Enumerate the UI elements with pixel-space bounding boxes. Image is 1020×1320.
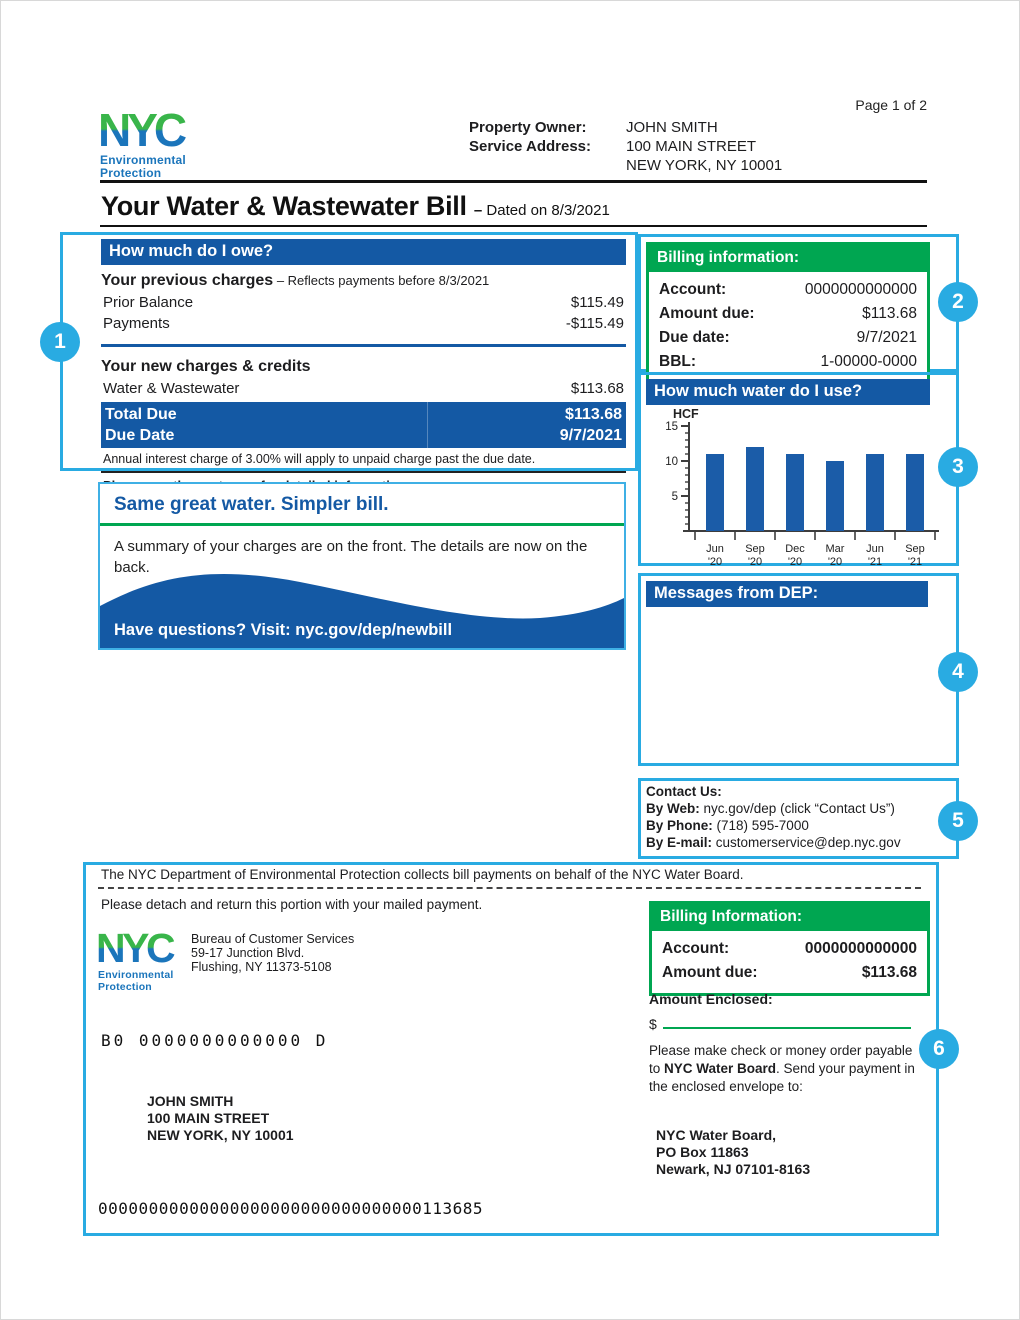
- owe-section: [101, 239, 626, 493]
- owe-header: How much do I owe?: [101, 239, 626, 265]
- mail-line1: JOHN SMITH: [147, 1093, 234, 1109]
- usage-header: How much water do I use?: [646, 379, 930, 405]
- bureau-address: [191, 932, 354, 974]
- owner-name: JOHN SMITH: [626, 119, 718, 136]
- svg-text:Sep: Sep: [745, 543, 765, 555]
- billing-label: Amount due:: [662, 964, 758, 981]
- billing-value: $113.68: [862, 305, 917, 322]
- contact-phone-line: [646, 817, 931, 834]
- billing-label: BBL:: [659, 353, 697, 370]
- promo-box: [98, 482, 626, 650]
- charge-amount: -$115.49: [565, 315, 624, 332]
- svg-text:10: 10: [665, 456, 678, 468]
- promo-questions-url: nyc.gov/dep/newbill: [295, 621, 453, 639]
- callout-1: 1: [40, 322, 80, 362]
- contact-web-value: nyc.gov/dep (click “Contact Us”): [699, 801, 895, 816]
- svg-text:15: 15: [665, 421, 678, 433]
- contact-email-label: By E-mail:: [646, 835, 713, 850]
- wb-line3: Newark, NJ 07101-8163: [656, 1161, 811, 1177]
- promo-heading: Same great water. Simpler bill.: [114, 494, 389, 515]
- payable-text-1: Please make check or money order payable to: [649, 1043, 913, 1076]
- nyc-logo-icon: [98, 104, 196, 156]
- nyc-logo-icon-small: [96, 925, 182, 971]
- stub-billing-header: Billing Information:: [652, 904, 927, 931]
- callout-3: 3: [938, 447, 978, 487]
- contact-email-value: customerservice@dep.nyc.gov: [712, 835, 901, 850]
- svg-text:Jun: Jun: [706, 543, 724, 555]
- svg-text:'21: '21: [867, 556, 883, 568]
- payable-text-2: . Send your payment in the enclosed envelope to:: [649, 1061, 915, 1094]
- billing-label: Amount due:: [659, 305, 755, 322]
- billing-value: 0000000000000: [804, 940, 917, 957]
- billing-row-due-date: [659, 326, 917, 350]
- charge-label: Prior Balance: [103, 294, 194, 311]
- contact-us-block: [646, 783, 931, 851]
- logo-env-line2: Protection: [100, 166, 162, 180]
- mail-line2: 100 MAIN STREET: [147, 1110, 270, 1126]
- contact-header: Contact Us:: [646, 784, 722, 799]
- service-address-label: Service Address:: [469, 138, 592, 155]
- total-due-amount: $113.68: [565, 406, 622, 423]
- ocr-digits-line: 00000000000000000000000000000000113685: [98, 1199, 484, 1218]
- billing-row-bbl: [659, 350, 917, 374]
- stub-logo-env-line2: Protection: [98, 980, 152, 993]
- svg-text:NYC: NYC: [98, 104, 184, 156]
- section-divider: [101, 344, 626, 347]
- callout-5: 5: [938, 801, 978, 841]
- charge-amount: $113.68: [570, 380, 624, 397]
- svg-text:'20: '20: [787, 556, 803, 568]
- bill-title: [101, 191, 610, 222]
- logo-env-line1: Environmental: [100, 153, 186, 167]
- billing-value: $113.68: [861, 964, 917, 981]
- bill-dated: Dated on 8/3/2021: [486, 202, 610, 219]
- amount-enclosed-label: Amount Enclosed:: [649, 991, 773, 1007]
- stub-billing-row-amount: [662, 961, 917, 985]
- page-number: Page 1 of 2: [855, 97, 927, 113]
- billing-row-account: [659, 278, 917, 302]
- header-rule: [100, 180, 927, 183]
- contact-email-line: [646, 834, 931, 851]
- service-address-line1: 100 MAIN STREET: [626, 138, 757, 155]
- total-bar-divider: [427, 402, 428, 448]
- charge-label: Water & Wastewater: [103, 380, 240, 397]
- promo-questions-label: Have questions? Visit:: [114, 621, 296, 639]
- due-date-label: Due Date: [105, 427, 175, 444]
- billing-label: Account:: [659, 281, 727, 298]
- billing-info-box: [646, 242, 930, 385]
- svg-text:Dec: Dec: [785, 543, 805, 555]
- detach-dashed-line: [98, 887, 921, 889]
- billing-value: 1-00000-0000: [820, 353, 917, 370]
- bill-title-text: Your Water & Wastewater Bill: [101, 191, 467, 221]
- wb-line1: NYC Water Board,: [656, 1127, 777, 1143]
- interest-note: Annual interest charge of 3.00% will apply to unpaid charge past the due date.: [101, 448, 626, 473]
- dollar-sign: $: [649, 1016, 657, 1032]
- nyc-dep-logo: [98, 104, 196, 180]
- svg-text:NYC: NYC: [96, 925, 173, 971]
- callout-2: 2: [938, 282, 978, 322]
- total-due-label: Total Due: [105, 406, 177, 423]
- bureau-line3: Flushing, NY 11373-5108: [191, 960, 332, 974]
- collects-note: The NYC Department of Environmental Protection collects bill payments on behalf of the NYC Water Board.: [101, 867, 744, 882]
- amount-enclosed-field: [649, 1015, 919, 1032]
- callout-6: 6: [919, 1029, 959, 1069]
- promo-body: A summary of your charges are on the front. The details are now on the back.: [114, 538, 588, 576]
- wb-line2: PO Box 11863: [656, 1144, 749, 1160]
- total-due-bar: [101, 402, 626, 448]
- svg-text:5: 5: [671, 491, 678, 503]
- billing-value: 9/7/2021: [856, 329, 917, 346]
- owner-values: [626, 118, 782, 175]
- billing-value: 0000000000000: [804, 281, 917, 298]
- amount-write-in-line: [663, 1015, 911, 1029]
- payable-payee: NYC Water Board: [664, 1061, 777, 1076]
- billing-row-amount-due: [659, 302, 917, 326]
- dated-dash: –: [473, 202, 487, 219]
- svg-text:'20: '20: [747, 556, 763, 568]
- charge-row-payments: [101, 313, 626, 334]
- contact-phone-value: (718) 595-7000: [712, 818, 809, 833]
- svg-text:HCF: HCF: [673, 407, 699, 421]
- svg-text:'20: '20: [827, 556, 843, 568]
- stub-billing-row-account: [662, 937, 917, 961]
- due-date-value: 9/7/2021: [559, 427, 622, 444]
- billing-label: Due date:: [659, 329, 730, 346]
- contact-web-line: [646, 800, 931, 817]
- contact-web-label: By Web:: [646, 801, 700, 816]
- mailing-address-block: [147, 1093, 294, 1144]
- svg-text:'20: '20: [707, 556, 723, 568]
- new-charges-heading: Your new charges & credits: [101, 358, 311, 375]
- svg-text:Jun: Jun: [866, 543, 884, 555]
- charge-row-water-wastewater: [101, 378, 626, 399]
- stub-nyc-dep-logo: [96, 925, 182, 993]
- total-due-row: [103, 404, 624, 425]
- contact-phone-label: By Phone:: [646, 818, 713, 833]
- section-messages-outline: [638, 573, 959, 766]
- previous-charges-heading: [101, 270, 626, 292]
- water-board-address: [656, 1127, 810, 1178]
- svg-text:Sep: Sep: [905, 543, 925, 555]
- charge-row-prior-balance: [101, 292, 626, 313]
- owner-labels: [469, 118, 591, 156]
- billing-info-header: Billing information:: [649, 245, 927, 272]
- svg-text:'21: '21: [907, 556, 923, 568]
- bureau-line2: 59-17 Junction Blvd.: [191, 946, 305, 960]
- water-usage-bar-chart: [649, 405, 945, 568]
- payable-instructions: [649, 1042, 925, 1096]
- bureau-line1: Bureau of Customer Services: [191, 932, 355, 946]
- title-rule: [100, 225, 927, 227]
- property-owner-label: Property Owner:: [469, 119, 587, 136]
- svg-text:Mar: Mar: [825, 543, 845, 555]
- charge-amount: $115.49: [570, 294, 624, 311]
- stub-logo-env-line1: Environmental: [98, 969, 174, 981]
- promo-questions-line: [114, 621, 452, 640]
- stub-billing-info-box: [649, 901, 930, 996]
- previous-charges-label: Your previous charges: [101, 272, 274, 289]
- due-date-row: [103, 425, 624, 446]
- billing-label: Account:: [662, 940, 730, 957]
- ocr-code-line: B0 0000000000000 D: [101, 1031, 329, 1050]
- callout-4: 4: [938, 652, 978, 692]
- messages-header: Messages from DEP:: [646, 581, 928, 607]
- detach-note: Please detach and return this portion with your mailed payment.: [101, 897, 483, 912]
- mail-line3: NEW YORK, NY 10001: [147, 1127, 294, 1143]
- charge-label: Payments: [103, 315, 170, 332]
- service-address-line2: NEW YORK, NY 10001: [626, 157, 783, 174]
- previous-charges-note: – Reflects payments before 8/3/2021: [273, 273, 490, 288]
